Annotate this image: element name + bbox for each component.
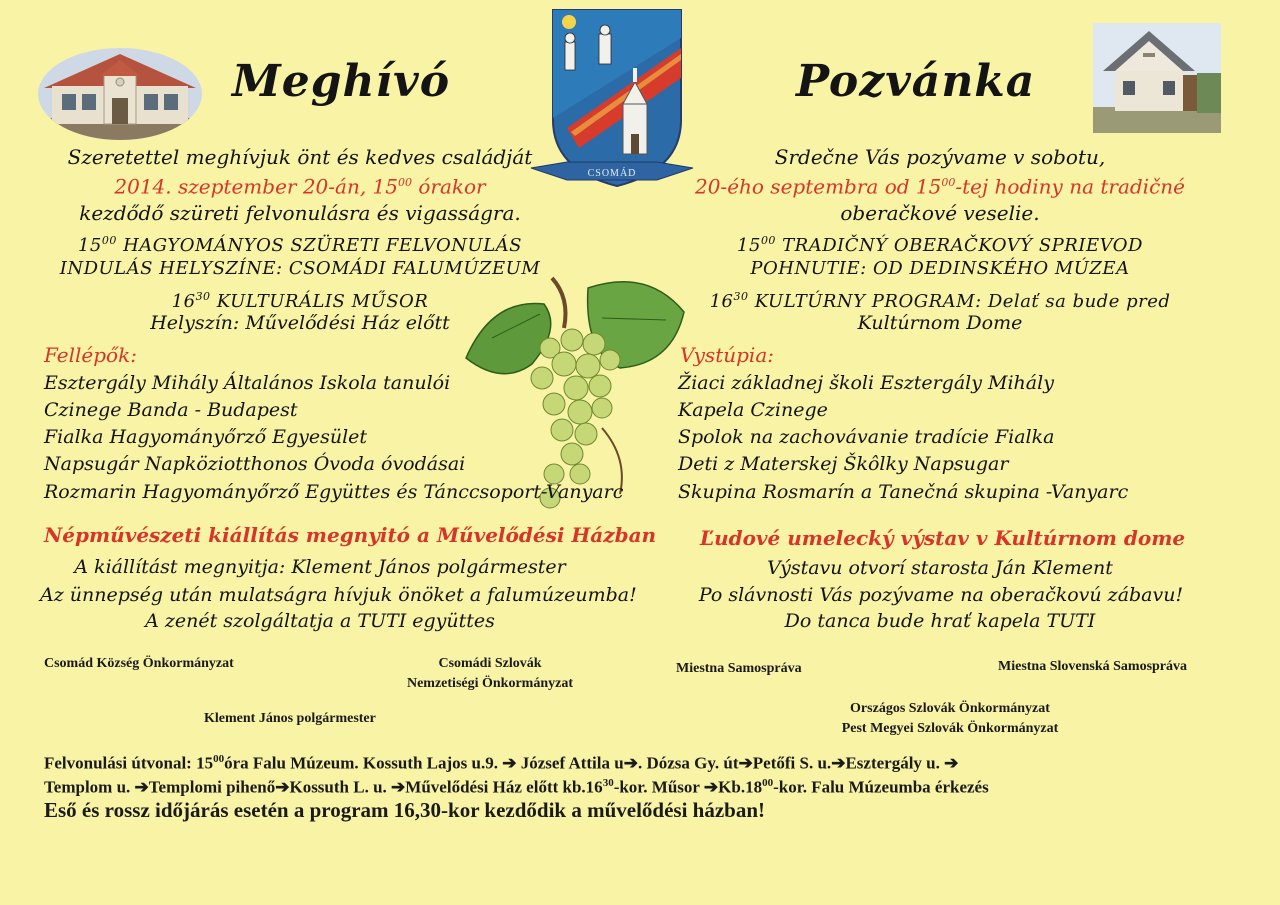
left-program-2: $16^{30}$ KULTURÁLIS MŰSOR xyxy=(171,290,429,312)
route-line-1: Felvonulási útvonal: $15^{00}óra$ Falu Múzeum. Kossuth Lajos u.9. ➔ József Attila u➔. Dózsa Gy. út➔Petőfi S. u.➔Esztergály u. ➔ xyxy=(44,753,959,773)
left-music: A zenét szolgáltatja a TUTI együttes xyxy=(145,610,495,632)
arrow-icon: ➔ xyxy=(703,777,719,797)
left-date: 2014. szeptember 20-án, $15^{00}$ órakor xyxy=(114,174,486,199)
arrow-icon: ➔ xyxy=(623,753,638,773)
signature-national-slovak xyxy=(800,699,1100,739)
signature-miestna-slovenska: Miestna Slovenská Samospráva xyxy=(998,659,1188,674)
right-performer: Deti z Materskej Škôlky Napsugar xyxy=(678,453,1009,475)
signature-miestna-samosprava: Miestna Samospráva xyxy=(676,661,802,676)
arrow-icon: ➔ xyxy=(831,753,846,773)
signature-slovak-nationality-line1: Csomádi Szlovák xyxy=(438,656,542,671)
arrow-icon: ➔ xyxy=(134,777,149,797)
right-performer: Kapela Czinege xyxy=(678,399,828,421)
right-exhibition: Ľudové umelecký výstav v Kultúrnom dome xyxy=(700,526,1186,550)
left-performer: Fialka Hagyományőrző Egyesület xyxy=(44,426,368,448)
right-intro: Srdečne Vás pozývame v sobotu, xyxy=(774,145,1106,169)
left-program-1: $15^{00}$ HAGYOMÁNYOS SZÜRETI FELVONULÁS xyxy=(77,234,523,256)
signature-csomad-municipality: Csomád Község Önkormányzat xyxy=(44,656,234,671)
title-pozvanka: Pozvánka xyxy=(796,56,1036,107)
coat-of-arms xyxy=(527,8,697,194)
right-program-1: $15^{00}$ TRADIČNÝ OBERAČKOVÝ SPRIEVOD xyxy=(737,234,1143,256)
left-performer: Rozmarin Hagyományőrző Együttes és Tánccsoport-Vanyarc xyxy=(44,481,624,503)
left-performers-heading: Fellépők: xyxy=(44,343,137,367)
right-performer: Spolok na zachovávanie tradície Fialka xyxy=(678,426,1055,448)
left-exhibition-opener: A kiállítást megnyitja: Klement János polgármester xyxy=(74,556,566,578)
coat-of-arms-banner: CSOMÁD xyxy=(587,168,637,179)
left-after-party: Az ünnepség után mulatságra hívjuk önöket a falumúzeumba! xyxy=(40,584,637,606)
right-program-1-start: POHNUTIE: OD DEDINSKÉHO MÚZEA xyxy=(750,258,1130,279)
arrow-icon: ➔ xyxy=(275,777,290,797)
left-exhibition: Népművészeti kiállítás megnyitó a Művelődési Házban xyxy=(44,523,657,547)
right-date: 20-ého septembra od $15^{00}$-tej hodiny na tradičné xyxy=(694,174,1185,199)
arrow-icon: ➔ xyxy=(502,753,517,773)
signature-pest-county-slovak: Pest Megyei Szlovák Önkormányzat xyxy=(841,721,1059,736)
right-after-party: Po slávnosti Vás pozývame na oberačkovú zábavu! xyxy=(698,584,1184,606)
cultural-house-photo xyxy=(38,48,202,140)
title-meghivo: Meghívó xyxy=(232,56,451,107)
left-event-desc: kezdődő szüreti felvonulásra és vigasságra. xyxy=(79,201,521,225)
right-event-desc: oberačkové veselie. xyxy=(840,201,1040,225)
arrow-icon: ➔ xyxy=(944,753,959,773)
right-venue: Kultúrnom Dome xyxy=(857,312,1023,334)
right-performer: Skupina Rosmarín a Tanečná skupina -Vanyarc xyxy=(678,481,1129,503)
left-venue: Helyszín: Művelődési Ház előtt xyxy=(150,312,450,334)
left-performer: Esztergály Mihály Általános Iskola tanulói xyxy=(44,372,451,394)
right-performers-heading: Vystúpia: xyxy=(680,343,774,367)
right-exhibition-opener: Výstavu otvorí starosta Ján Klement xyxy=(767,557,1113,579)
signature-slovak-nationality-line2: Nemzetiségi Önkormányzat xyxy=(406,676,574,691)
right-program-2: $16^{30}$ KULTÚRNY PROGRAM: Delať sa bude pred xyxy=(709,290,1171,312)
left-intro: Szeretettel meghívjuk önt és kedves családját xyxy=(67,145,533,169)
signature-national-slovak-line1: Országos Szlovák Önkormányzat xyxy=(850,701,1050,716)
right-music: Do tanca bude hrať kapela TUTI xyxy=(784,610,1096,632)
signature-slovak-nationality xyxy=(350,654,630,694)
right-performer: Žiaci základnej školi Esztergály Mihály xyxy=(678,372,1054,394)
arrow-icon: ➔ xyxy=(738,753,753,773)
rain-notice: Eső és rossz időjárás esetén a program 16,30-kor kezdődik a művelődési házban! xyxy=(44,798,766,822)
left-performer: Czinege Banda - Budapest xyxy=(44,399,298,421)
left-program-1-start: INDULÁS HELYSZÍNE: CSOMÁDI FALUMÚZEUM xyxy=(59,258,541,279)
left-performer: Napsugár Napköziotthonos Óvoda óvodásai xyxy=(44,453,466,475)
arrow-icon: ➔ xyxy=(391,777,406,797)
route-line-2: Templom u. ➔Templomi pihenő➔Kossuth L. u. ➔Művelődési Ház előtt $kb.16^{30}$-kor. Műsor $➔Kb.18^{00}$-kor. Falu Múzeumba érkezés xyxy=(44,777,989,797)
signature-mayor: Klement János polgármester xyxy=(204,711,376,726)
village-museum-photo xyxy=(1093,23,1221,133)
